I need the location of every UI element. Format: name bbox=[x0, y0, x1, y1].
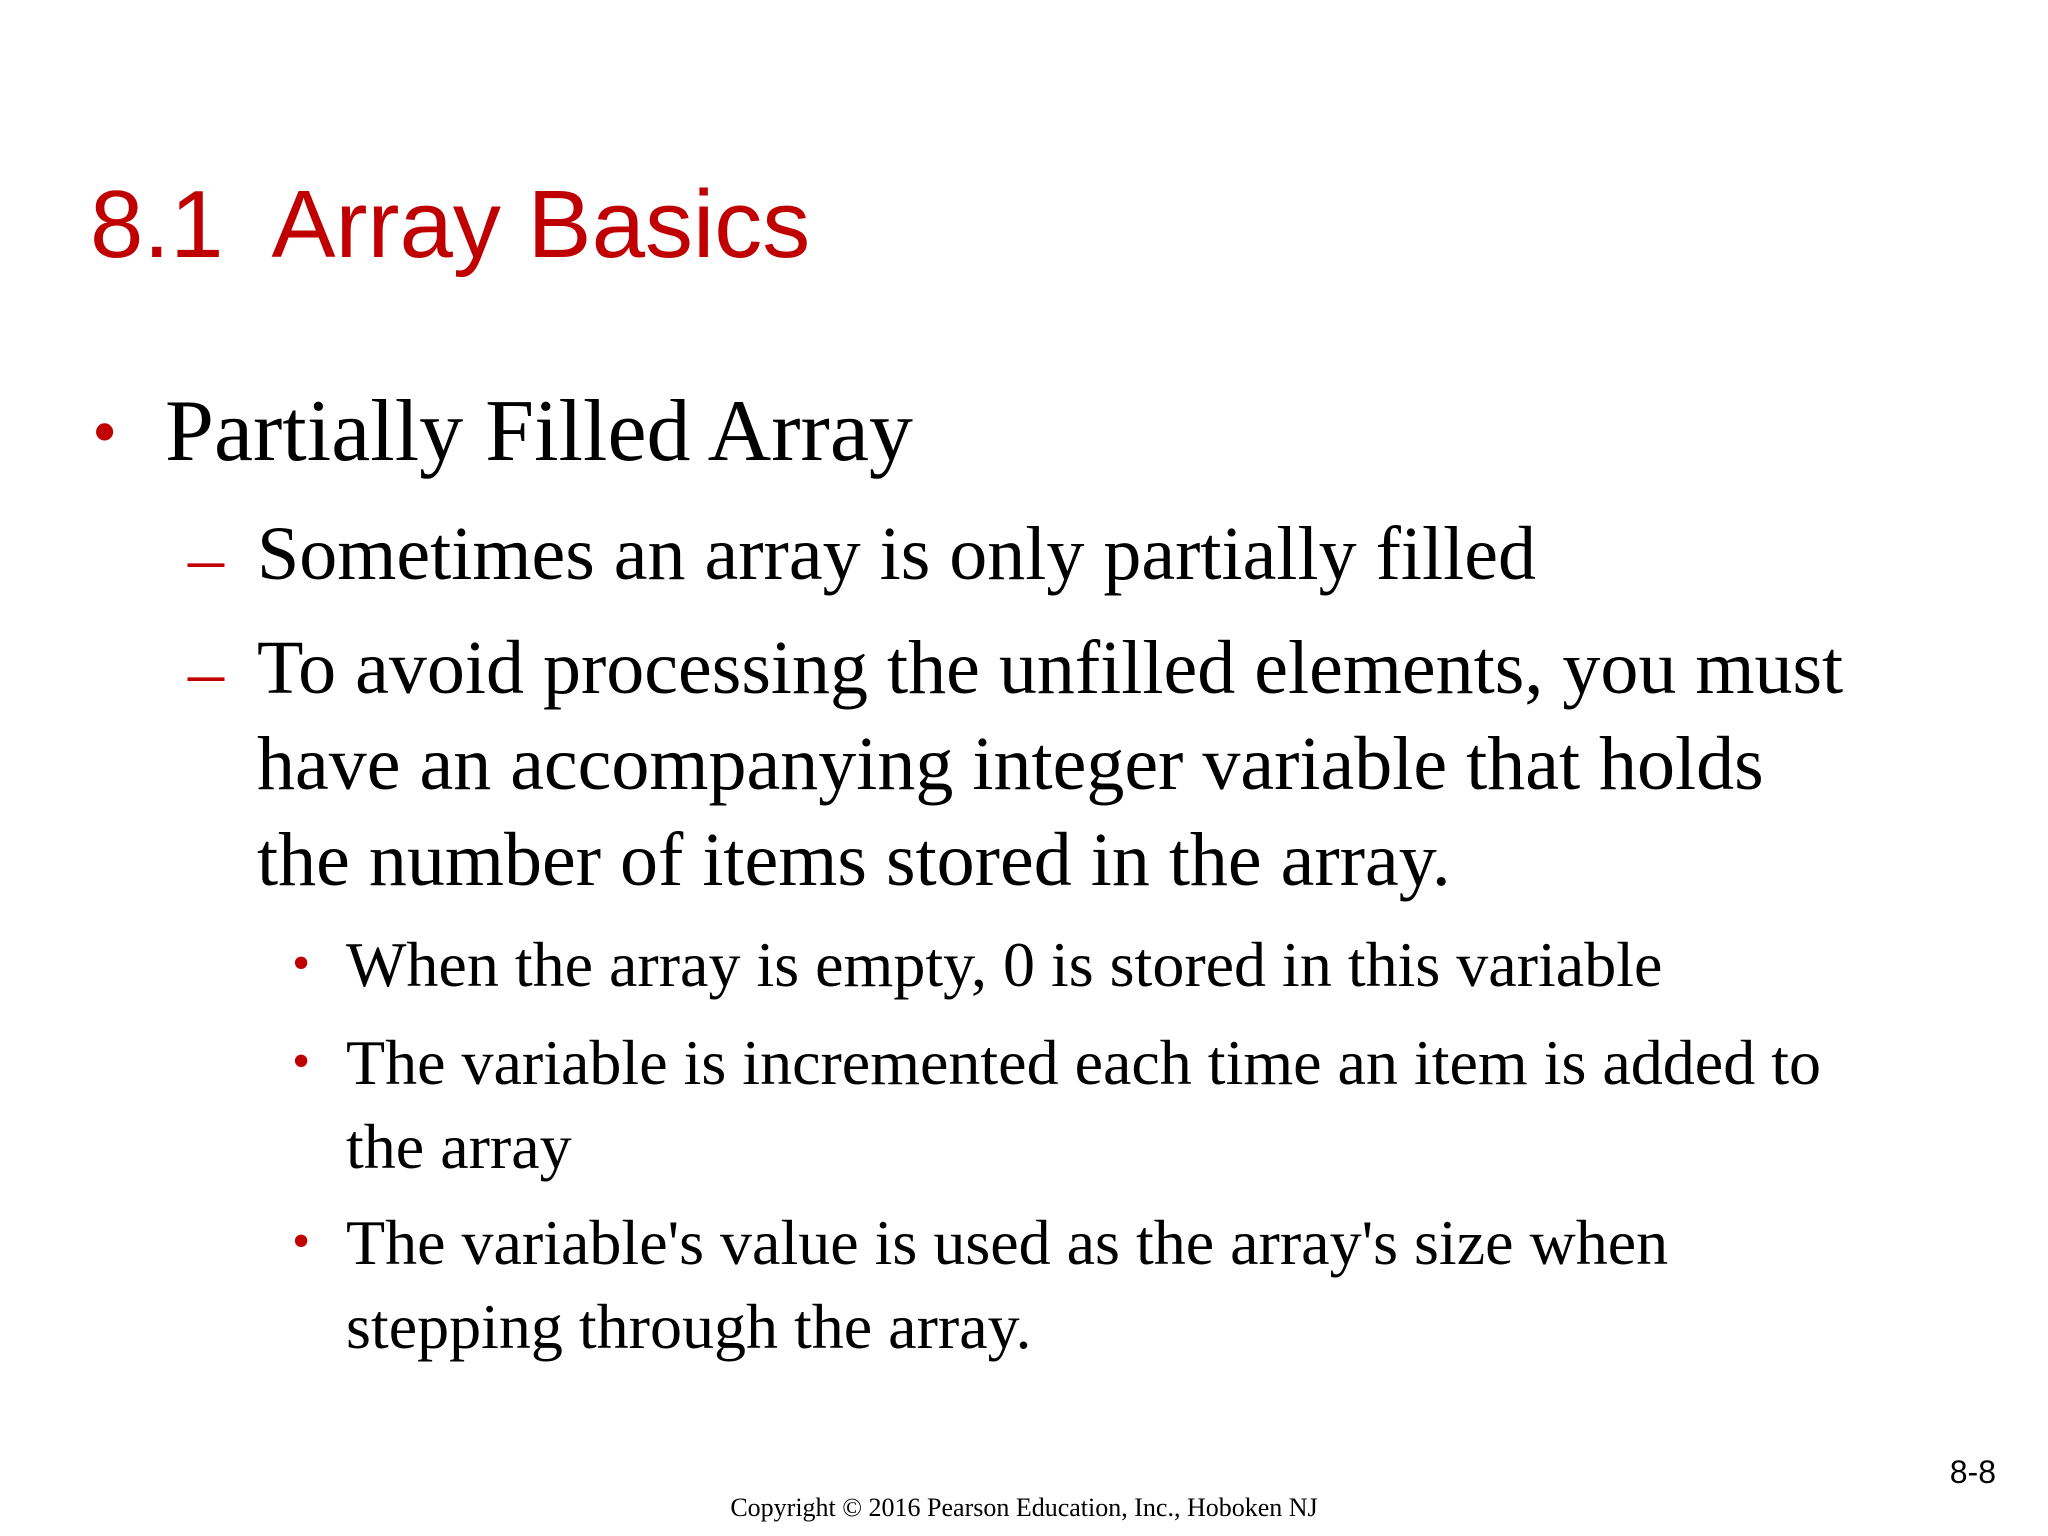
sub-bullet-1-line-1: Sometimes an array is only partially filled bbox=[257, 512, 1537, 596]
sub-bullet-2-line-1: To avoid processing the unfilled elements, you must bbox=[257, 626, 1844, 710]
bullet-marker: • bbox=[292, 1033, 311, 1090]
bullet-marker: • bbox=[92, 392, 118, 472]
slide-title: 8.1 Array Basics bbox=[90, 171, 811, 278]
bullet-text: Partially Filled Array bbox=[165, 383, 913, 480]
sub-sub-bullet-2-line-1: The variable is incremented each time an item is added to bbox=[346, 1027, 1821, 1098]
dash-marker: – bbox=[188, 632, 224, 712]
sub-sub-bullet-3-line-2: stepping through the array. bbox=[346, 1291, 1032, 1362]
sub-sub-bullet-3-line-1: The variable's value is used as the array's size when bbox=[346, 1207, 1669, 1278]
sub-bullet-2-line-3: the number of items stored in the array. bbox=[257, 818, 1451, 902]
page-number: 8-8 bbox=[1949, 1454, 1996, 1490]
dash-marker: – bbox=[188, 518, 224, 598]
sub-bullet-2-line-2: have an accompanying integer variable that holds bbox=[257, 722, 1764, 806]
bullet-marker: • bbox=[292, 935, 311, 992]
sub-sub-bullet-2-line-2: the array bbox=[346, 1111, 572, 1182]
sub-sub-bullet-1-line-1: When the array is empty, 0 is stored in this variable bbox=[346, 929, 1663, 1000]
copyright-notice: Copyright © 2016 Pearson Education, Inc., Hoboken NJ bbox=[730, 1493, 1318, 1522]
bullet-marker: • bbox=[292, 1213, 311, 1270]
